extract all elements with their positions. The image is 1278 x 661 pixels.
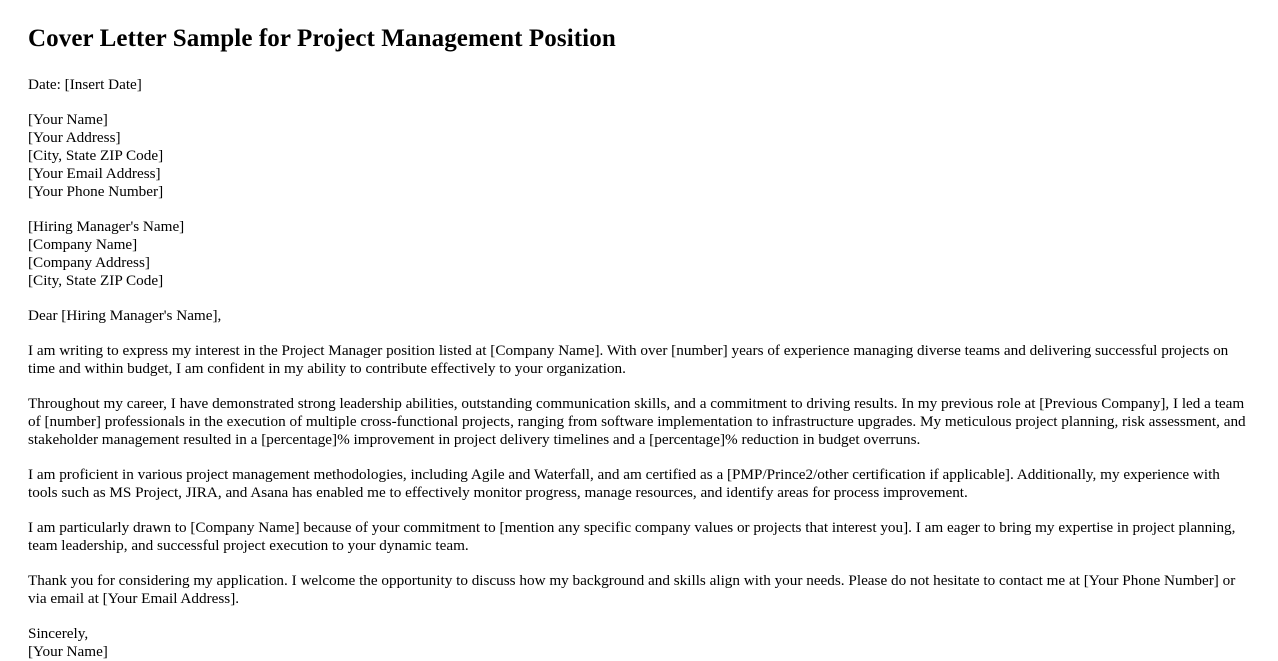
body-paragraph: Thank you for considering my application. I welcome the opportunity to discuss how my background and skills align with your needs. Please do not hesitate to contact me at [Your Phone Number] or via email at [Your Email Address]. [28,572,1236,607]
date-line: Date: [Insert Date] [28,76,142,93]
sender-line: [Your Address] [28,129,121,146]
sender-line: [Your Name] [28,111,108,128]
body-paragraph: I am proficient in various project management methodologies, including Agile and Waterfall, and am certified as a [PMP/Prince2/other certification if applicable]. Additionally, my experience with tools such as MS Project, JIRA, and Asana has enabled me to effectively monitor progress, manage resources, and identify areas for process improvement. [28,466,1220,501]
sender-address-block [28,111,1250,201]
sender-line: [Your Phone Number] [28,183,164,200]
salutation: Dear [Hiring Manager's Name], [28,307,222,324]
body-paragraph: Throughout my career, I have demonstrated strong leadership abilities, outstanding communication skills, and a commitment to driving results. In my previous role at [Previous Company], I led a team of [number] professionals in the execution of multiple cross-functional projects, ranging from software implementation to infrastructure upgrades. My meticulous project planning, risk assessment, and stakeholder management resulted in a [percentage]% improvement in project delivery timelines and a [percentage]% reduction in budget overruns. [28,395,1246,448]
recipient-line: [Company Address] [28,254,150,271]
page-title: Cover Letter Sample for Project Management Position [28,25,616,52]
signature-name: [Your Name] [28,643,108,660]
recipient-line: [Company Name] [28,236,138,253]
closing-block [28,625,1250,661]
sender-line: [Your Email Address] [28,165,161,182]
body-paragraph: I am writing to express my interest in the Project Manager position listed at [Company Name]. With over [number] years of experience managing diverse teams and delivering successful projects on time and within budget, I am confident in my ability to contribute effectively to your organization. [28,342,1229,377]
recipient-line: [Hiring Manager's Name] [28,218,185,235]
sender-line: [City, State ZIP Code] [28,147,164,164]
recipient-line: [City, State ZIP Code] [28,272,164,289]
closing-line: Sincerely, [28,625,89,642]
recipient-address-block [28,218,1250,290]
body-paragraph: I am particularly drawn to [Company Name] because of your commitment to [mention any specific company values or projects that interest you]. I am eager to bring my expertise in project planning, team leadership, and successful project execution to your dynamic team. [28,519,1236,554]
